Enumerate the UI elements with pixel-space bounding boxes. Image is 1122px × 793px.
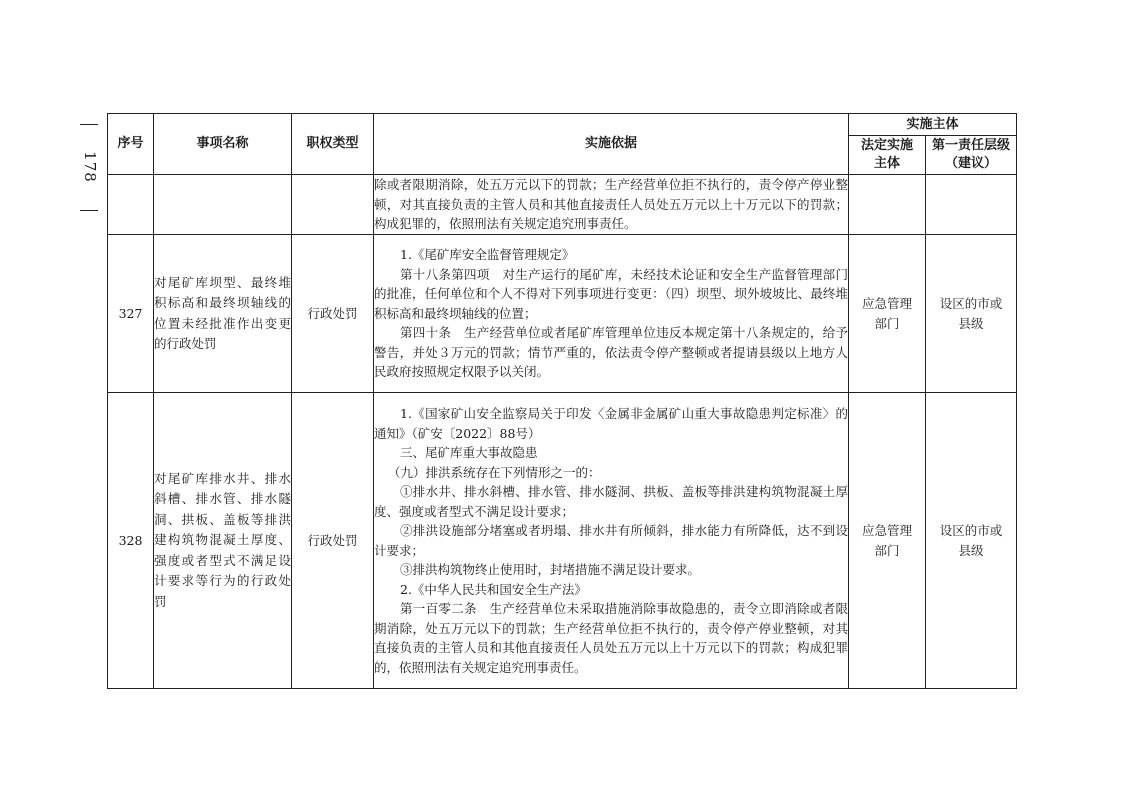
header-type: 职权类型 [292, 114, 374, 175]
cell-legal-empty [849, 175, 926, 235]
page-number-dash-bottom [80, 210, 98, 211]
cell-type-empty [292, 175, 374, 235]
basis-line: 三、尾矿库重大事故隐患 [400, 445, 538, 460]
page-number-text: 178 [81, 151, 99, 183]
cell-basis [374, 235, 849, 393]
basis-line: ①排水井、排水斜槽、排水管、排水隧洞、拱板、盖板等排洪建构筑物混凝土厚度、强度或者型式不满足设计要求； [374, 484, 848, 519]
cell-name: 对尾矿库坝型、最终堆积标高和最终坝轴线的位置未经批准作出变更的行政处罚 [154, 235, 292, 393]
basis-line: 2.《中华人民共和国安全生产法》 [400, 581, 587, 597]
header-seq: 序号 [108, 114, 154, 175]
header-first-level: 第一责任层级（建议） [926, 136, 1017, 175]
cell-first-level: 设区的市或县级 [926, 235, 1017, 393]
cell-seq: 327 [108, 235, 154, 393]
basis-line: 第十八条第四项 对生产运行的尾矿库，未经技术论证和安全生产监督管理部门的批准，任何单位和个人不得对下列事项进行变更：（四）坝型、坝外坡坡比、最终堆积标高和最终坝轴线的位置； [374, 266, 848, 321]
cell-seq: 328 [108, 393, 154, 689]
cell-name-empty [154, 175, 292, 235]
basis-line: 第四十条 生产经营单位或者尾矿库管理单位违反本规定第十八条规定的，给予警告，并处３万元的罚款；情节严重的，依法责令停产整顿或者提请县级以上地方人民政府按照规定权限予以关闭。 [374, 325, 848, 380]
table-row-327 [108, 235, 1017, 393]
page-number-dash-top [80, 124, 98, 125]
basis-line: 第一百零二条 生产经营单位未采取措施消除事故隐患的，责令立即消除或者限期消除，处五万元以下的罚款；生产经营单位拒不执行的，责令停产停业整顿，对其直接负责的主管人员和其他直接责任人员处五万元以上十万元以下的罚款；构成犯罪的，依照刑法有关规定追究刑事责任。 [374, 601, 848, 675]
basis-line: 1.《国家矿山安全监察局关于印发〈金属非金属矿山重大事故隐患判定标准〉的通知》（矿安〔2022〕88号） [374, 406, 848, 441]
cell-basis [374, 393, 849, 689]
cell-seq-empty [108, 175, 154, 235]
page-number [78, 118, 100, 218]
basis-line: 1.《尾矿库安全监督管理规定》 [400, 247, 575, 263]
cell-name: 对尾矿库排水井、排水斜槽、排水管、排水隧洞、拱板、盖板等排洪建构筑物混凝土厚度、强度或者型式不满足设计要求等行为的行政处罚 [154, 393, 292, 689]
cell-type: 行政处罚 [292, 393, 374, 689]
cell-legal-subject: 应急管理部门 [849, 235, 926, 393]
header-basis: 实施依据 [374, 114, 849, 175]
cell-level-empty [926, 175, 1017, 235]
basis-line: 除或者限期消除，处五万元以下的罚款；生产经营单位拒不执行的，责令停产停业整顿，对其直接负责的主管人员和其他直接责任人员处五万元以上十万元以下的罚款；构成犯罪的，依照刑法有关规定追究刑事责任。 [374, 177, 848, 232]
table-row-328 [108, 393, 1017, 689]
header-name: 事项名称 [154, 114, 292, 175]
header-legal-subject: 法定实施主体 [849, 136, 926, 175]
cell-first-level: 设区的市或县级 [926, 393, 1017, 689]
basis-line: ③排洪构筑物终止使用时，封堵措施不满足设计要求。 [400, 562, 701, 577]
cell-legal-subject: 应急管理部门 [849, 393, 926, 689]
basis-line: （九）排洪系统存在下列情形之一的： [388, 464, 601, 480]
cell-basis-continuation [374, 175, 849, 235]
cell-type: 行政处罚 [292, 235, 374, 393]
table-row-continuation [108, 175, 1017, 235]
header-subject-group: 实施主体 [849, 114, 1017, 136]
authority-table [107, 113, 1017, 689]
basis-line: ②排洪设施部分堵塞或者坍塌、排水井有所倾斜，排水能力有所降低，达不到设计要求； [374, 523, 848, 558]
